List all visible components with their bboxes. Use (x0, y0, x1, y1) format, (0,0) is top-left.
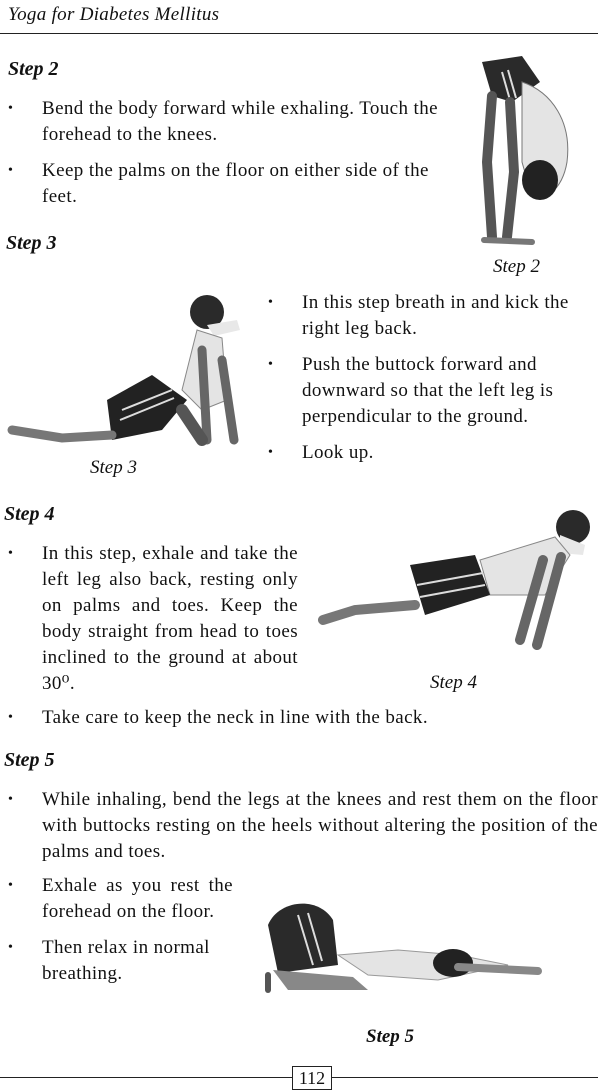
header-rule (0, 33, 598, 34)
step-2-figure (462, 52, 582, 252)
step-5-bullet-list-b (8, 873, 233, 997)
step-4-bullet-1: • In this step, exhale and take the left leg also back, resting only on palms and toes. Keep the body straight from head to toes inclined to the ground at about 30⁰. (8, 541, 298, 697)
step-2-bullets (8, 96, 448, 220)
step-4-figure (315, 505, 600, 655)
step-2-bullet-1: • Bend the body forward while exhaling. Touch the forehead to the knees. (8, 96, 448, 148)
step-5-bullet-list-a (8, 787, 598, 875)
step-3-bullet-3: • Look up. (268, 440, 596, 466)
step-4-bullet-2: • Take care to keep the neck in line with the back. (8, 705, 568, 731)
running-header-title: Yoga for Diabetes Mellitus (8, 4, 220, 25)
step-3-caption: Step 3 (90, 457, 137, 478)
step-4-bullet-list-b (8, 705, 568, 741)
step-5-figure (258, 895, 558, 1005)
step-2-bullet-2: • Keep the palms on the floor on either side of the feet. (8, 158, 448, 210)
step-4-caption: Step 4 (430, 672, 477, 693)
step-5-heading: Step 5 (4, 749, 55, 771)
step-5-bullet-3: • Then relax in normal breathing. (8, 935, 233, 987)
footer-rule-right (332, 1077, 598, 1078)
step-5-bullet-2: • Exhale as you rest the forehead on the floor. (8, 873, 233, 925)
step-3-figure (2, 290, 252, 455)
step-2-caption: Step 2 (493, 256, 540, 277)
step-3-bullets (268, 290, 596, 476)
step-3-heading: Step 3 (6, 232, 57, 254)
step-3-bullet-2: • Push the buttock forward and downward so that the left leg is perpendicular to the ground. (268, 352, 596, 430)
step-4-bullet-list-a (8, 541, 298, 707)
step-4-heading: Step 4 (4, 503, 55, 525)
page-number: 112 (292, 1066, 332, 1090)
step-5-bullet-1: • While inhaling, bend the legs at the knees and rest them on the floor with buttocks resting on the heels without altering the position of the palms and toes. (8, 787, 598, 865)
footer-rule-left (0, 1077, 292, 1078)
step-5-caption: Step 5 (366, 1026, 415, 1047)
step-2-heading: Step 2 (8, 58, 59, 80)
step-3-bullet-1: • In this step breath in and kick the right leg back. (268, 290, 596, 342)
